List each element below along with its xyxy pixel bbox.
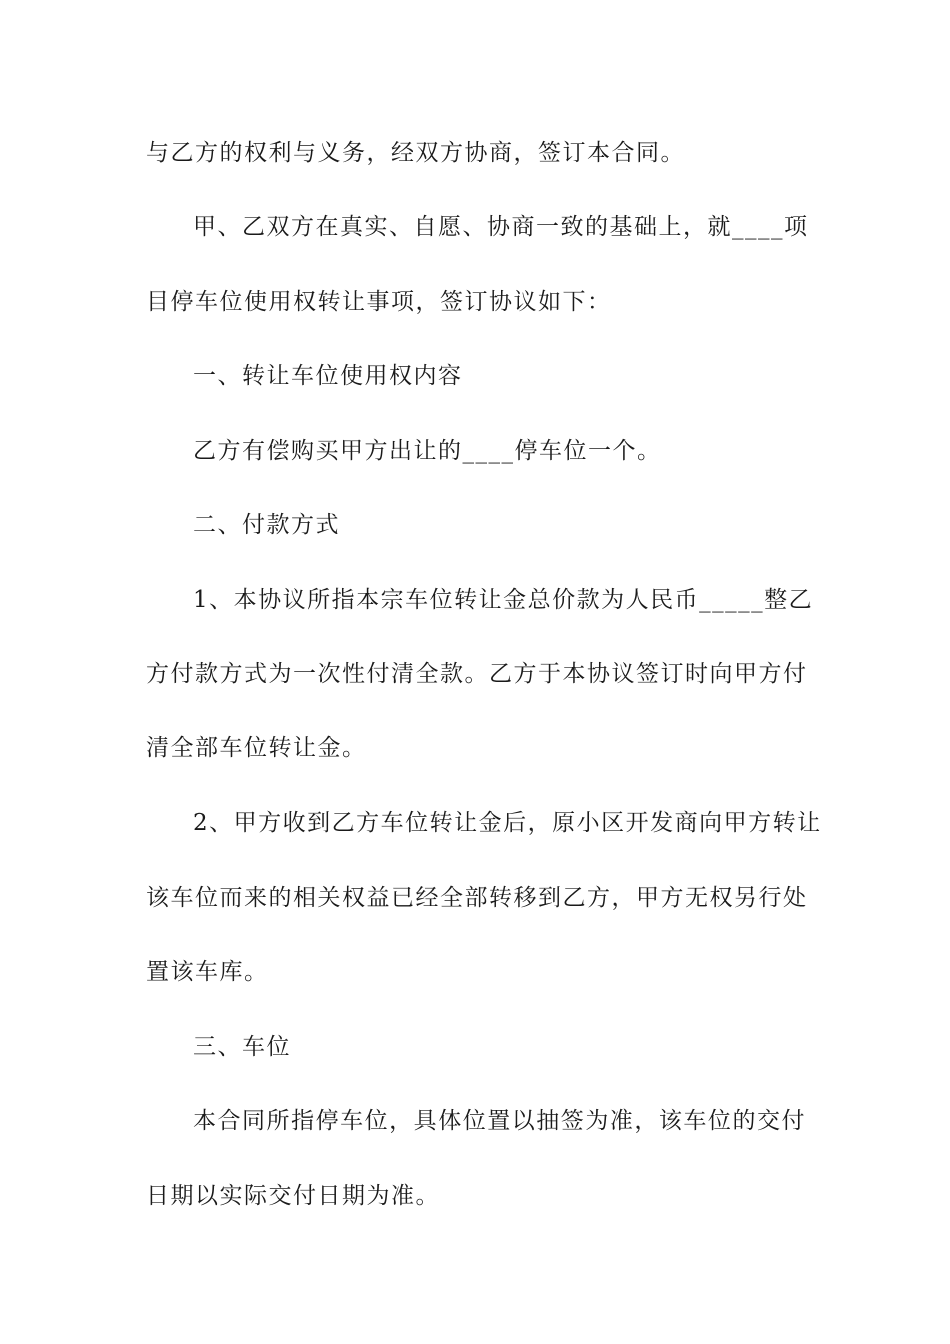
paragraph-line-9: 清全部车位转让金。 [146, 735, 367, 761]
paragraph-line-5: 乙方有偿购买甲方出让的____停车位一个。 [193, 438, 662, 464]
paragraph-line-8: 方付款方式为一次性付清全款。乙方于本协议签订时向甲方付 [146, 661, 808, 687]
paragraph-line-7: 1、本协议所指本宗车位转让金总价款为人民币_____整乙 [193, 587, 814, 613]
paragraph-line-15: 日期以实际交付日期为准。 [146, 1183, 440, 1209]
section-heading-1: 一、转让车位使用权内容 [193, 363, 463, 389]
paragraph-line-14: 本合同所指停车位，具体位置以抽签为准，该车位的交付 [193, 1108, 806, 1134]
section-heading-3: 三、车位 [193, 1034, 291, 1060]
section-heading-2: 二、付款方式 [193, 512, 340, 538]
paragraph-line-2: 甲、乙双方在真实、自愿、协商一致的基础上，就____项 [193, 214, 809, 240]
paragraph-line-3: 目停车位使用权转让事项，签订协议如下： [146, 289, 612, 315]
paragraph-line-11: 该车位而来的相关权益已经全部转移到乙方，甲方无权另行处 [146, 885, 808, 911]
paragraph-line-10: 2、甲方收到乙方车位转让金后，原小区开发商向甲方转让 [193, 810, 822, 836]
paragraph-line-1: 与乙方的权利与义务，经双方协商，签订本合同。 [146, 140, 685, 166]
paragraph-line-12: 置该车库。 [146, 959, 269, 985]
